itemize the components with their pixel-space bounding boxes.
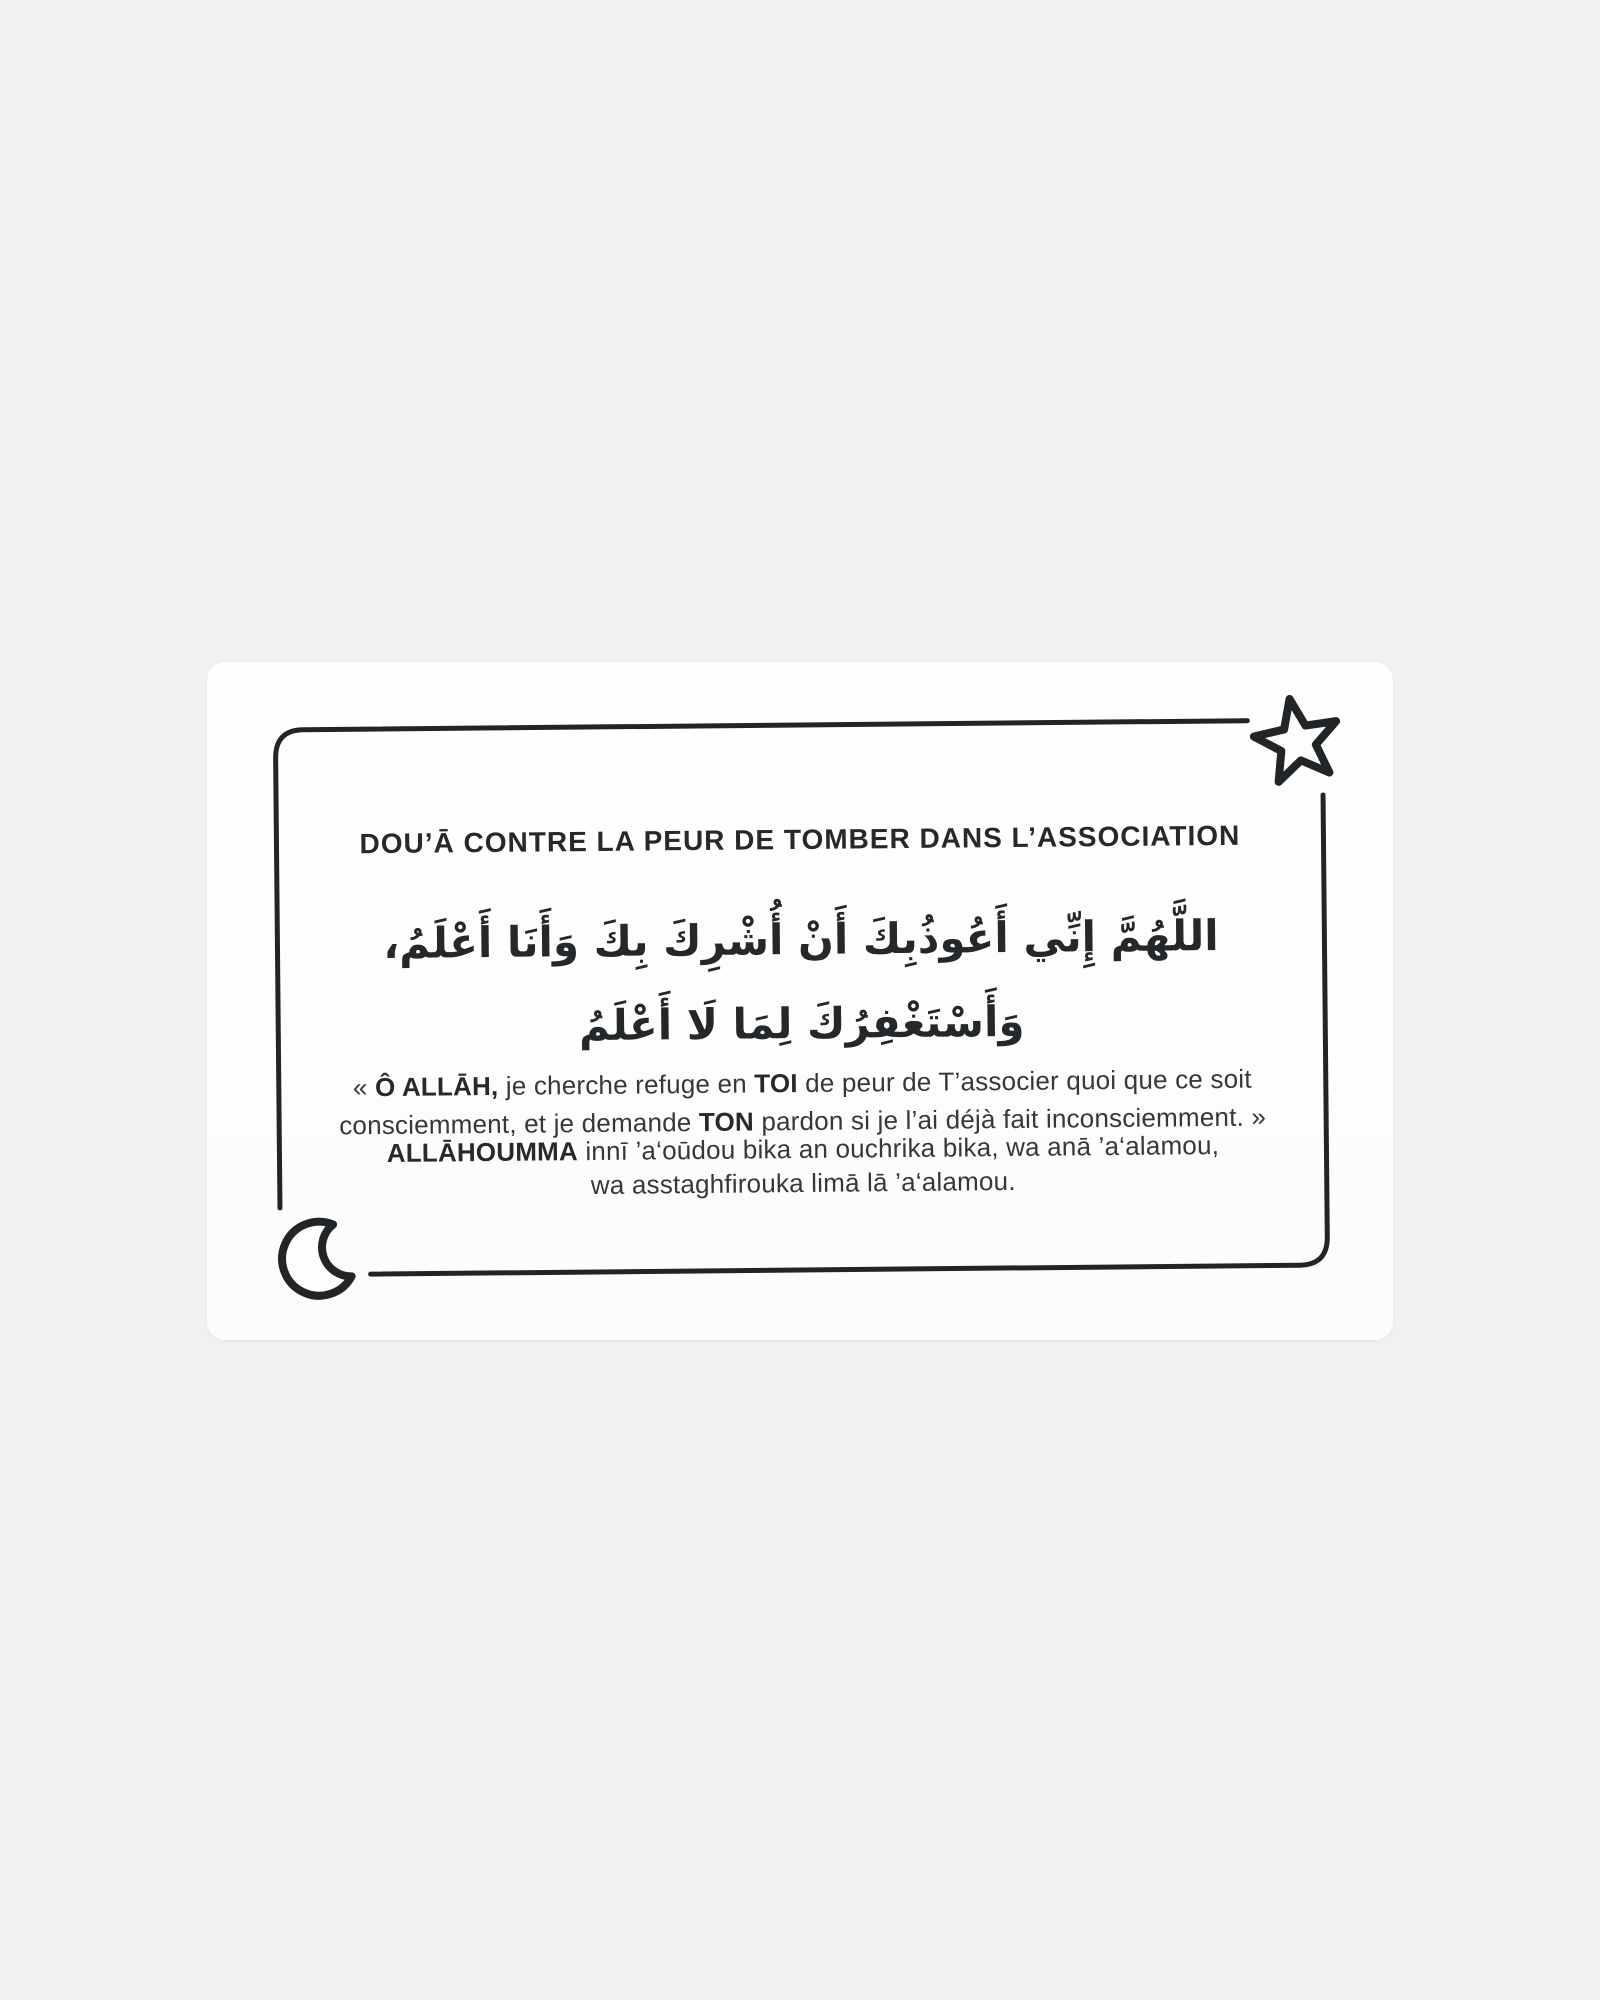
star-outline-icon <box>1254 699 1337 783</box>
transliteration-bold-allahoumma: ALLĀHOUMMA <box>386 1136 579 1168</box>
crescent-moon-icon <box>282 1221 352 1296</box>
transliteration-text: innī ’a‘oūdou bika an ouchrika bika, wa anā ’a‘alamou, <box>577 1129 1220 1167</box>
translation-text: consciemment, et je demande <box>339 1106 700 1141</box>
translation-bold-ton: TON <box>698 1106 755 1137</box>
arabic-dua-line-2: وَأَسْتَغْفِرُكَ لِمَا لَا أَعْلَمُ <box>578 996 1025 1051</box>
translation-bold-allah: Ô ALLĀH, <box>374 1070 499 1103</box>
translation-text: je cherche refuge en <box>498 1068 755 1101</box>
arabic-dua-line-1: اللَّهُمَّ إِنِّي أَعُوذُبِكَ أَنْ أُشْرِكَ بِكَ وَأَنَا أَعْلَمُ، <box>382 910 1219 968</box>
translation-open-quote: « <box>352 1072 376 1103</box>
translation-text: pardon si je l’ai déjà fait inconsciemment. » <box>753 1101 1267 1137</box>
transliteration <box>279 1127 1327 1205</box>
dua-card-content <box>204 656 1396 1345</box>
translation-bold-toi: TOI <box>754 1068 798 1099</box>
dua-card <box>207 662 1393 1340</box>
translation-text: de peur de T’associer quoi que ce soit <box>797 1063 1252 1099</box>
arabic-dua-text <box>277 893 1326 1071</box>
card-title: DOU’Ā CONTRE LA PEUR DE TOMBER DANS L’ASSOCIATION <box>359 819 1241 860</box>
transliteration-line-2: wa asstaghfirouka limā lā ’a‘alamou. <box>590 1165 1016 1201</box>
